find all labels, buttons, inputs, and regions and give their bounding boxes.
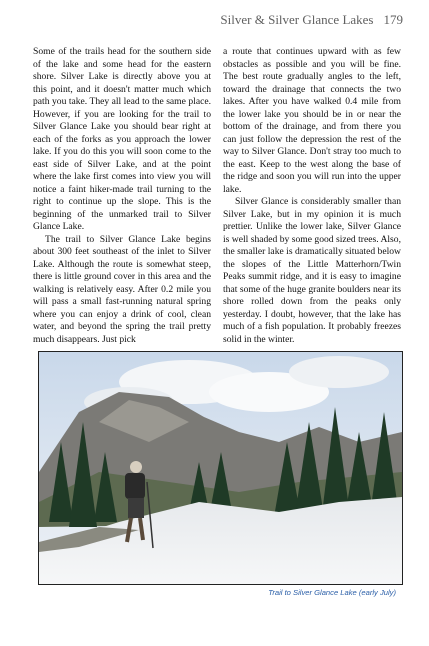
- running-header: [220, 12, 403, 28]
- photo-illustration: [39, 352, 402, 584]
- left-text-column: [33, 46, 211, 346]
- right-text-column: [223, 46, 401, 346]
- paragraph: Some of the trails head for the southern side of the lake and some head for the eastern shore. Silver Lake is directly above you at this point, and it doesn't matter much which path you take. They all lead to the same place. However, if you are looking for the trail to Silver Glance Lake you should bear right at each of the forks as you approach the lower lake. If you do this you will soon come to the east side of Silver Lake, and at the point where the lake first comes into view you will notice a faint hiker-made trail turning to the right to continue up the slope. This is the beginning of the unmarked trail to Silver Glance Lake.: [33, 46, 211, 232]
- paragraph: The trail to Silver Glance Lake begins about 300 feet southeast of the inlet to Silver Lake. Although the route is somewhat steep, there is little ground cover in this area and the walking is relatively easy. After 0.2 mile you will pass a small fast-running natural spring where you can enjoy a drink of cool, clean water, and beyond the spring the trail pretty much disappears. Just pick: [33, 233, 211, 345]
- page-number: 179: [383, 12, 403, 27]
- paragraph: a route that continues upward with as few obstacles as possible and you will be fine. The best route gradually angles to the left, toward the drainage that connects the two lakes. After you have walked 0.4 mile from the lower lake you should be in or near the bottom of the drainage, and from there you can just follow the depression the rest of the way to Silver Glance. Don't stray too much to the east. Keep to the west along the base of the ridge and soon you will run into the upper lake.: [223, 46, 401, 195]
- paragraph: Silver Glance is considerably smaller than Silver Lake, but in my opinion it is much prettier. Unlike the lower lake, Silver Glance is well shaded by some good sized trees. Also, the smaller lake is dramatically situated below the slopes of the Little Matterhorn/Twin Peaks summit ridge, and it is easy to imagine that some of the huge granite boulders near its shore rolled down from the peaks only yesterday. I doubt, however, that the lake has much of a fish population. It probably freezes solid in the winter.: [223, 196, 401, 345]
- chapter-title: Silver & Silver Glance Lakes: [220, 12, 374, 27]
- photo-caption: Trail to Silver Glance Lake (early July): [268, 588, 396, 597]
- trail-photo: [38, 351, 403, 585]
